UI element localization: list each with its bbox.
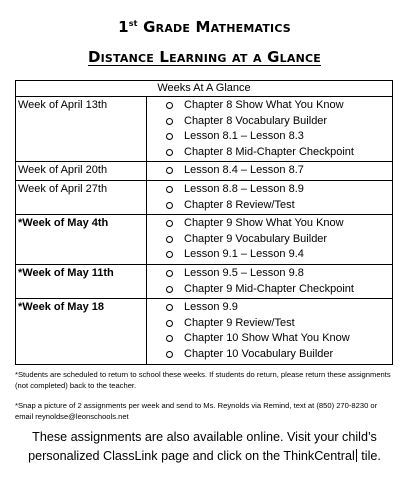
assignment-item: [147, 316, 392, 332]
circle-bullet-icon: [166, 186, 173, 193]
assignment-item: [147, 114, 392, 130]
assignment-text: Lesson 8.4 – Lesson 8.7: [184, 164, 304, 177]
assignment-item: [147, 266, 392, 282]
table-row: [16, 299, 393, 364]
circle-bullet-icon: [166, 133, 173, 140]
week-label: Week of April 27th: [16, 180, 147, 214]
page-title-line2: Distance Learning at a Glance: [87, 48, 321, 66]
assignment-list: [147, 162, 393, 181]
assignment-item: [147, 300, 392, 316]
assignment-item: [147, 282, 392, 298]
table-row: [16, 97, 393, 162]
assignment-item: [147, 216, 392, 232]
week-label: *Week of May 4th: [16, 215, 147, 265]
assignment-list: [147, 215, 393, 265]
assignment-text: Chapter 8 Mid-Chapter Checkpoint: [184, 145, 354, 158]
assignment-item: [147, 163, 392, 179]
table-header: Weeks At A Glance: [16, 81, 393, 97]
assignment-text: Chapter 8 Review/Test: [184, 198, 295, 211]
return-note: *Students are scheduled to return to school these weeks. If students do return, please return these assignments (not completed) back to the teacher.: [15, 370, 391, 390]
assignment-text: Chapter 8 Vocabulary Builder: [184, 114, 328, 127]
assignment-item: [147, 232, 392, 248]
circle-bullet-icon: [166, 202, 173, 209]
table-row: [16, 215, 393, 265]
circle-bullet-icon: [166, 236, 173, 243]
assignment-text: Lesson 8.8 – Lesson 8.9: [184, 182, 304, 195]
assignment-item: [147, 98, 392, 114]
table-body: [16, 97, 393, 365]
assignment-item: [147, 347, 392, 363]
assignment-text: Lesson 9.9: [184, 301, 238, 314]
page-title-line1: 1st Grade Mathematics: [118, 18, 291, 36]
assignment-item: [147, 331, 392, 347]
assignment-list: [147, 97, 393, 162]
circle-bullet-icon: [166, 251, 173, 258]
circle-bullet-icon: [166, 270, 173, 277]
circle-bullet-icon: [166, 351, 173, 358]
circle-bullet-icon: [166, 149, 173, 156]
assignment-text: Lesson 9.1 – Lesson 9.4: [184, 248, 304, 261]
online-availability-note: These assignments are also available online. Visit your child’s personalized ClassLink page and click on the ThinkCentral tile.: [28, 430, 381, 463]
assignment-list: [147, 180, 393, 214]
assignment-item: [147, 198, 392, 214]
assignment-text: Chapter 10 Vocabulary Builder: [184, 347, 334, 360]
table-row: [16, 264, 393, 298]
assignment-item: [147, 145, 392, 161]
assignment-text: Lesson 8.1 – Lesson 8.3: [184, 130, 304, 143]
assignment-item: [147, 129, 392, 145]
text-cursor: [356, 449, 357, 462]
week-label: Week of April 13th: [16, 97, 147, 162]
circle-bullet-icon: [166, 118, 173, 125]
assignment-text: Chapter 9 Mid-Chapter Checkpoint: [184, 282, 354, 295]
circle-bullet-icon: [166, 167, 173, 174]
assignment-text: Lesson 9.5 – Lesson 9.8: [184, 266, 304, 279]
assignment-text: Chapter 9 Review/Test: [184, 316, 295, 329]
table-row: [16, 162, 393, 181]
assignment-text: Chapter 9 Vocabulary Builder: [184, 232, 328, 245]
circle-bullet-icon: [166, 102, 173, 109]
circle-bullet-icon: [166, 335, 173, 342]
assignment-text: Chapter 8 Show What You Know: [184, 99, 344, 111]
circle-bullet-icon: [166, 286, 173, 293]
week-label: *Week of May 18: [16, 299, 147, 364]
assignment-item: [147, 247, 392, 263]
circle-bullet-icon: [166, 304, 173, 311]
assignment-list: [147, 299, 393, 364]
assignment-list: [147, 264, 393, 298]
week-label: Week of April 20th: [16, 162, 147, 181]
snap-note: *Snap a picture of 2 assignments per week and send to Ms. Reynolds via Remind, text at (850) 270-8230 or email reynoldse@leonschools.net: [15, 401, 378, 421]
circle-bullet-icon: [166, 320, 173, 327]
assignment-text: Chapter 9 Show What You Know: [184, 217, 344, 230]
assignment-item: [147, 182, 392, 198]
circle-bullet-icon: [166, 220, 173, 227]
assignment-text: Chapter 10 Show What You Know: [184, 332, 350, 345]
table-row: [16, 180, 393, 214]
week-label: *Week of May 11th: [16, 264, 147, 298]
weeks-table: [15, 80, 393, 365]
